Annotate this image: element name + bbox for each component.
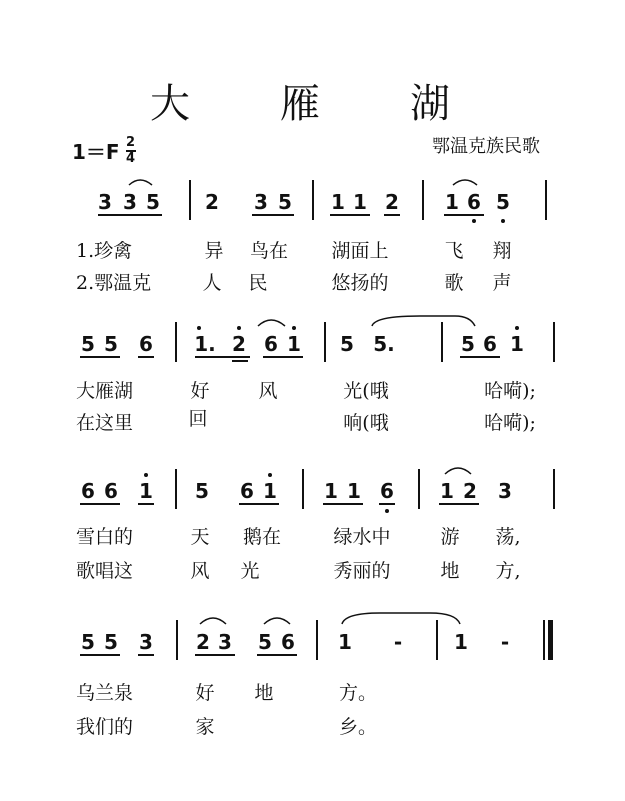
note: 6 [483,332,497,356]
lyric: 飞 [444,240,464,262]
lyric: 秀丽的 [333,560,391,582]
lyric: 民 [248,272,268,294]
note: 2 [385,190,399,214]
lyric: 方。 [338,682,378,704]
note: 5 [195,479,209,503]
lyric: 鸟在 [249,240,289,262]
note: 6 [81,479,95,503]
note: 2 [463,479,477,503]
note: 1 [263,479,277,503]
lyric: 异 [204,240,224,262]
note: - [393,630,403,654]
note: 5 [81,630,95,654]
lyric: 歌唱这 [76,560,134,582]
note: 6 [104,479,118,503]
note: 5 [258,630,272,654]
lyric: 方, [495,560,521,582]
note: 2 [196,630,210,654]
note: 5 [340,332,354,356]
lyric: 湖面上 [331,240,389,262]
lyric: 光 [240,560,260,582]
lyric: 绿水中 [333,526,391,548]
note: 6 [281,630,295,654]
lyric: 翔 [492,240,512,262]
barline [176,620,178,660]
note: 1 [454,630,468,654]
source-attribution: 鄂温克族民歌 [432,136,540,157]
note: 5 [496,190,510,214]
note: 3 [254,190,268,214]
lyric: 鹅在 [242,526,282,548]
lyric: 地 [254,682,274,704]
barline [316,620,318,660]
lyric: 哈嗬); [484,412,536,434]
meter-top: 2 [126,134,136,150]
note: 2 [232,332,246,356]
note: 5 [104,630,118,654]
lyric: 乡。 [338,716,378,738]
lyric: 声 [492,272,512,294]
lyric: 响(哦 [343,412,389,434]
note: 3 [139,630,153,654]
note: 5 [278,190,292,214]
lyric: 2.鄂温克 [76,272,152,294]
lyric: 家 [195,716,215,738]
note: 1 [440,479,454,503]
note: 1 [445,190,459,214]
final-barline-thin [543,620,545,660]
lyric: 大雁湖 [76,380,134,402]
lyric: 风 [190,560,210,582]
lyric: 荡, [495,526,521,548]
lyric: 在这里 [76,412,134,434]
note: 1 [287,332,301,356]
note: 5 [461,332,475,356]
note: 6 [139,332,153,356]
lyric: 天 [190,526,210,548]
note: 6 [380,479,394,503]
title-char: 大 [150,81,190,127]
title-char: 湖 [410,81,450,127]
note: 2 [205,190,219,214]
note: 1 [331,190,345,214]
lyric: 雪白的 [76,526,134,548]
lyric: 游 [440,526,460,548]
note: - [500,630,510,654]
title-char: 雁 [280,81,320,127]
final-barline-thick [548,620,553,660]
note: 1 [347,479,361,503]
note: 1. [194,332,216,356]
note: 1 [324,479,338,503]
note: 5. [373,332,395,356]
lyric: 好 [190,380,210,402]
lyric: 光(哦 [343,380,389,402]
meter-bottom: 4 [126,150,136,166]
lyric: 悠扬的 [331,272,389,294]
note: 3 [218,630,232,654]
note: 1 [139,479,153,503]
lyric: 地 [440,560,460,582]
note: 1 [353,190,367,214]
lyric: 歌 [444,272,464,294]
lyric: 1.珍禽 [76,240,133,262]
lyric: 人 [202,272,222,294]
note: 5 [81,332,95,356]
note: 6 [467,190,481,214]
lyric: 我们的 [76,716,134,738]
note: 1 [338,630,352,654]
note: 3 [98,190,112,214]
note: 6 [240,479,254,503]
note: 3 [123,190,137,214]
note: 5 [104,332,118,356]
lyric: 回 [188,408,208,430]
lyric: 乌兰泉 [76,682,134,704]
barline [436,620,438,660]
note: 3 [498,479,512,503]
lyric: 哈嗬); [484,380,536,402]
lyric: 好 [195,682,215,704]
note: 1 [510,332,524,356]
key-label: 1＝F [72,140,120,164]
lyric: 风 [258,380,278,402]
note: 5 [146,190,160,214]
note: 6 [264,332,278,356]
